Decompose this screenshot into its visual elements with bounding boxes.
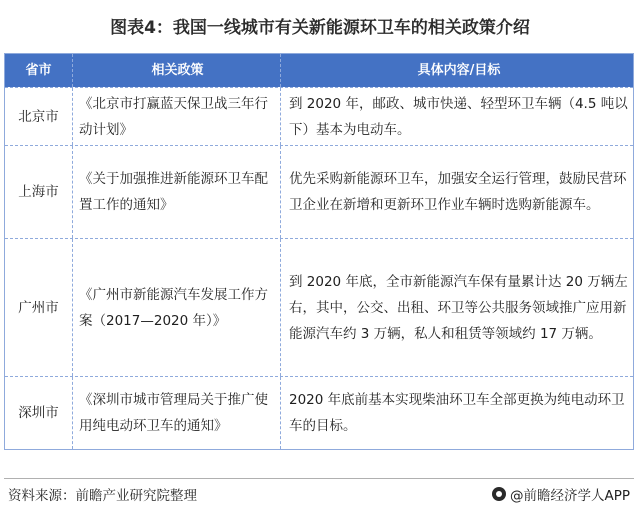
- brand-label: @前瞻经济学人APP: [509, 488, 630, 504]
- table-row: [5, 376, 633, 449]
- header-content: 具体内容/目标: [417, 62, 501, 78]
- city-cell: 北京市: [5, 88, 73, 145]
- brand-logo-icon: [492, 487, 506, 501]
- brand-credit: [492, 484, 630, 504]
- content-cell: 2020 年底前基本实现柴油环卫车全部更换为纯电动环卫车的目标。: [289, 392, 625, 434]
- page-title: 图表4：我国一线城市有关新能源环卫车的相关政策介绍: [110, 17, 530, 38]
- footer-divider: [4, 478, 634, 479]
- policy-cell: 《北京市打赢蓝天保卫战三年行动计划》: [73, 88, 281, 145]
- policy-table: [4, 53, 634, 450]
- content-cell: 优先采购新能源环卫车，加强安全运行管理，鼓励民营环卫企业在新增和更新环卫作业车辆时选购新能源车。: [289, 171, 627, 213]
- city-cell: 深圳市: [5, 377, 73, 449]
- header-city: 省市: [5, 54, 73, 87]
- table-row: [5, 238, 633, 376]
- city-cell: 广州市: [5, 239, 73, 376]
- table-header-row: [5, 54, 633, 87]
- policy-cell: 《深圳市城市管理局关于推广使用纯电动环卫车的通知》: [73, 377, 281, 449]
- source-note: 资料来源：前瞻产业研究院整理: [8, 488, 197, 504]
- content-cell: 到 2020 年，邮政、城市快递、轻型环卫车辆（4.5 吨以下）基本为电动车。: [289, 95, 628, 138]
- header-policy: 相关政策: [73, 54, 281, 87]
- content-cell: 到 2020 年底，全市新能源汽车保有量累计达 20 万辆左右，其中，公交、出租、环卫等公共服务领域推广应用新能源汽车约 3 万辆，私人和租赁等领域约 17 万辆。: [289, 273, 628, 342]
- table-row: [5, 145, 633, 238]
- city-cell: 上海市: [5, 146, 73, 238]
- policy-cell: 《关于加强推进新能源环卫车配置工作的通知》: [73, 146, 281, 238]
- policy-cell: 《广州市新能源汽车发展工作方案（2017—2020 年）》: [73, 239, 281, 376]
- table-row: [5, 87, 633, 145]
